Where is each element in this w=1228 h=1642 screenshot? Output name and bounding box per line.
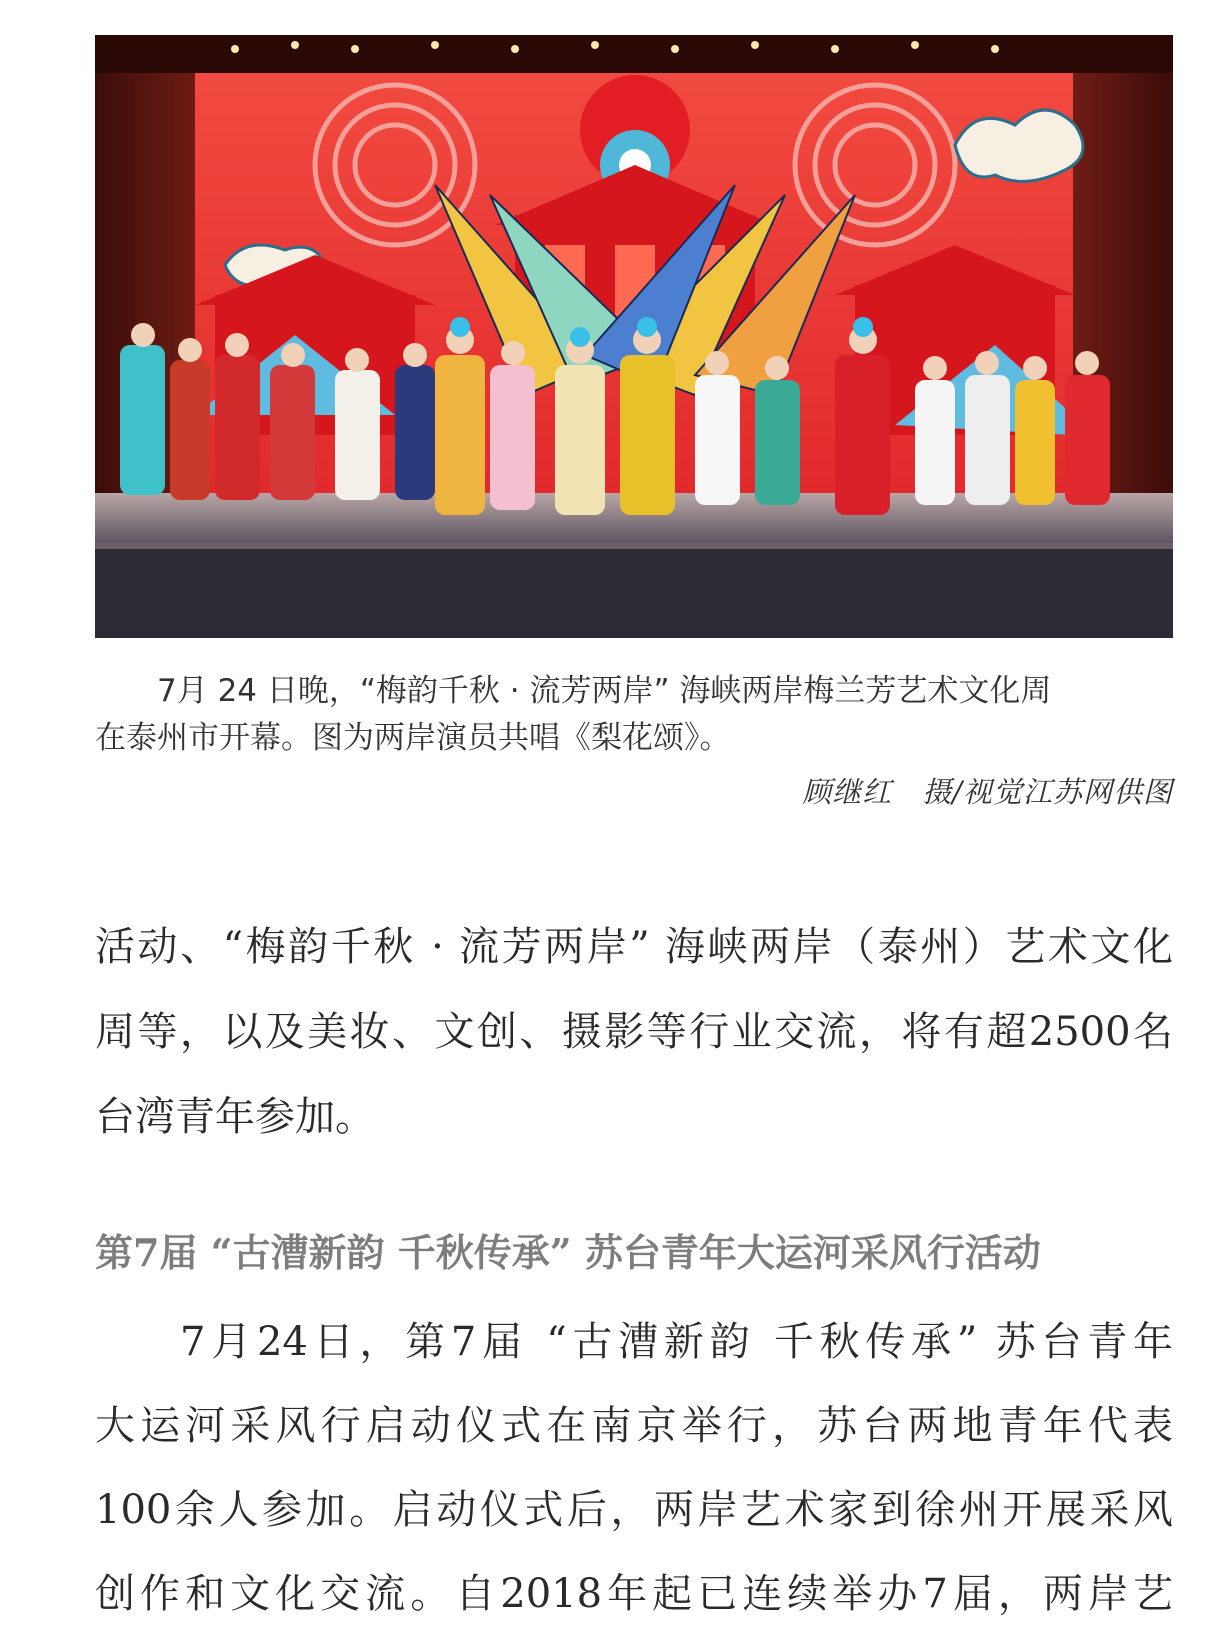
paragraph-1-line-2: 周等，以及美妆、文创、摄影等行业交流，将有超2500名 (95, 1009, 1173, 1055)
paragraph-1-line-1: 活动、“梅韵千秋 · 流芳两岸” 海峡两岸（泰州）艺术文化 (95, 924, 1173, 970)
photo-credit: 顾继红 摄/视觉江苏网供图 (802, 775, 1173, 809)
body-paragraph-2 (95, 1300, 1173, 1636)
section-heading: 第7届 “古漕新韵 千秋传承” 苏台青年大运河采风行活动 (95, 1230, 1041, 1275)
paragraph-2-line-4: 创作和文化交流。自2018年起已连续举办7届，两岸艺 (95, 1571, 1173, 1617)
body-paragraph-1 (95, 905, 1173, 1160)
paragraph-1-line-3: 台湾青年参加。 (95, 1094, 375, 1140)
photo-caption (95, 668, 1173, 762)
paragraph-2-line-2: 大运河采风行启动仪式在南京举行，苏台两地青年代表 (95, 1403, 1173, 1449)
paragraph-2-line-3: 100余人参加。启动仪式后，两岸艺术家到徐州开展采风 (95, 1487, 1173, 1533)
stage-photo-illustration (95, 35, 1173, 638)
stage-photo (95, 35, 1173, 638)
caption-line-2: 在泰州市开幕。图为两岸演员共唱《梨花颂》。 (95, 720, 731, 756)
paragraph-2-line-1: 7月24日，第7届 “古漕新韵 千秋传承” 苏台青年 (180, 1319, 1173, 1365)
caption-line-1: 7月 24 日晚，“梅韵千秋 · 流芳两岸” 海峡两岸梅兰芳艺术文化周 (157, 673, 1052, 709)
